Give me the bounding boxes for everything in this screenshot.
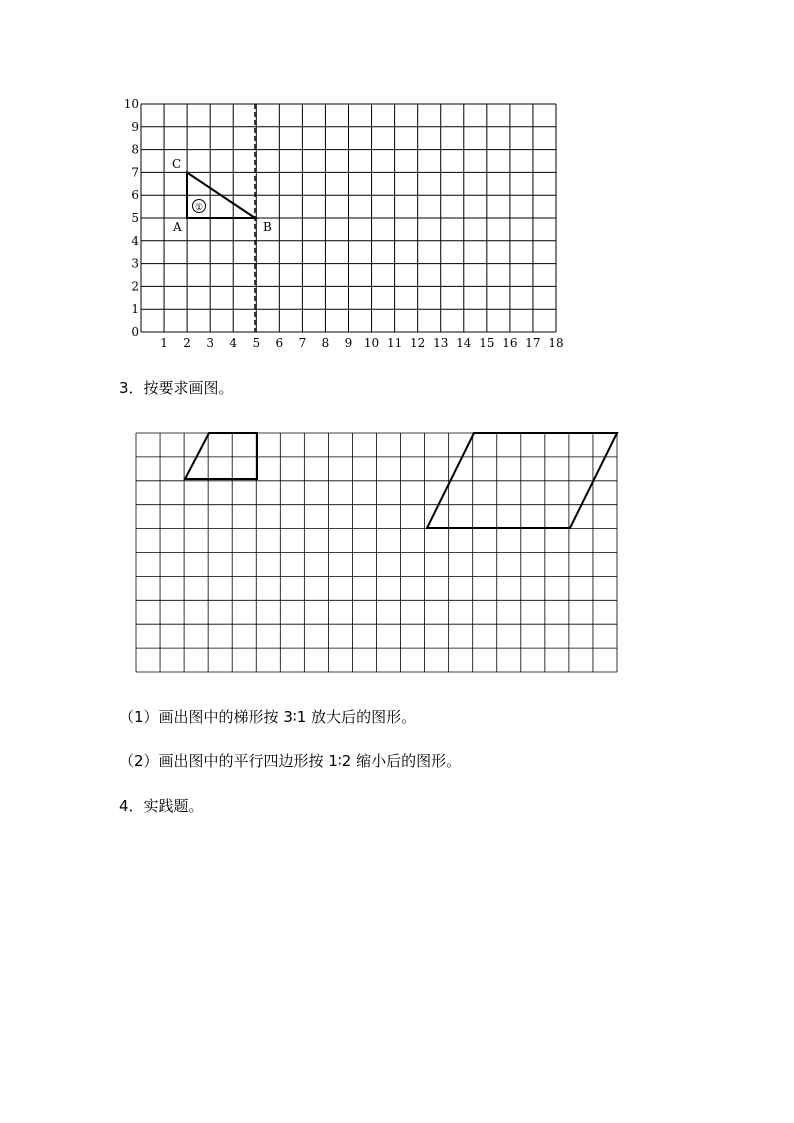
y-tick-label: 8 bbox=[131, 142, 139, 157]
question-4-title: 4．实践题。 bbox=[119, 797, 204, 815]
y-tick-label: 9 bbox=[131, 119, 139, 134]
y-tick-label: 2 bbox=[131, 279, 139, 294]
x-tick-label: 13 bbox=[433, 336, 449, 350]
trapezoid-shape bbox=[185, 433, 257, 479]
x-tick-label: 12 bbox=[410, 336, 426, 350]
x-tick-label: 16 bbox=[502, 336, 518, 350]
x-tick-label: 9 bbox=[344, 336, 353, 350]
y-tick-label: 4 bbox=[131, 233, 139, 248]
y-tick-label: 5 bbox=[131, 211, 139, 225]
y-tick-label: 3 bbox=[131, 256, 139, 271]
x-axis-tick-labels bbox=[160, 336, 563, 350]
x-tick-label: 18 bbox=[548, 336, 564, 350]
x-tick-label: 14 bbox=[456, 336, 472, 350]
question-3-part-1: （1）画出图中的梯形按 3∶1 放大后的图形。 bbox=[119, 708, 417, 726]
y-tick-label: 7 bbox=[131, 165, 139, 180]
x-tick-label: 4 bbox=[229, 336, 238, 350]
x-tick-label: 10 bbox=[363, 336, 380, 350]
question-3-part-2: （2）画出图中的平行四边形按 1∶2 缩小后的图形。 bbox=[119, 752, 462, 770]
drawing-grid-figure bbox=[0, 420, 794, 680]
y-tick-label: 1 bbox=[131, 302, 139, 317]
shape-number-label: ① bbox=[194, 203, 204, 213]
question-3-title: 3．按要求画图。 bbox=[119, 379, 234, 397]
x-tick-label: 6 bbox=[275, 336, 284, 350]
point-label-a: A bbox=[173, 220, 182, 234]
y-tick-label: 10 bbox=[123, 97, 139, 111]
x-tick-label: 17 bbox=[525, 336, 541, 350]
x-tick-label: 8 bbox=[321, 336, 330, 350]
point-label-b: B bbox=[263, 220, 272, 234]
x-tick-label: 15 bbox=[479, 336, 495, 350]
x-tick-label: 1 bbox=[160, 336, 168, 350]
grid-lines bbox=[136, 433, 617, 672]
x-tick-label: 5 bbox=[252, 336, 261, 350]
coordinate-grid-figure bbox=[0, 0, 794, 360]
x-tick-label: 3 bbox=[206, 336, 214, 350]
y-tick-label: 6 bbox=[131, 188, 139, 203]
x-tick-label: 7 bbox=[298, 336, 307, 350]
point-label-c: C bbox=[172, 157, 182, 171]
x-tick-label: 2 bbox=[183, 336, 191, 350]
y-tick-label: 0 bbox=[131, 325, 139, 339]
x-tick-label: 11 bbox=[386, 336, 403, 350]
y-axis-tick-labels bbox=[124, 97, 140, 339]
